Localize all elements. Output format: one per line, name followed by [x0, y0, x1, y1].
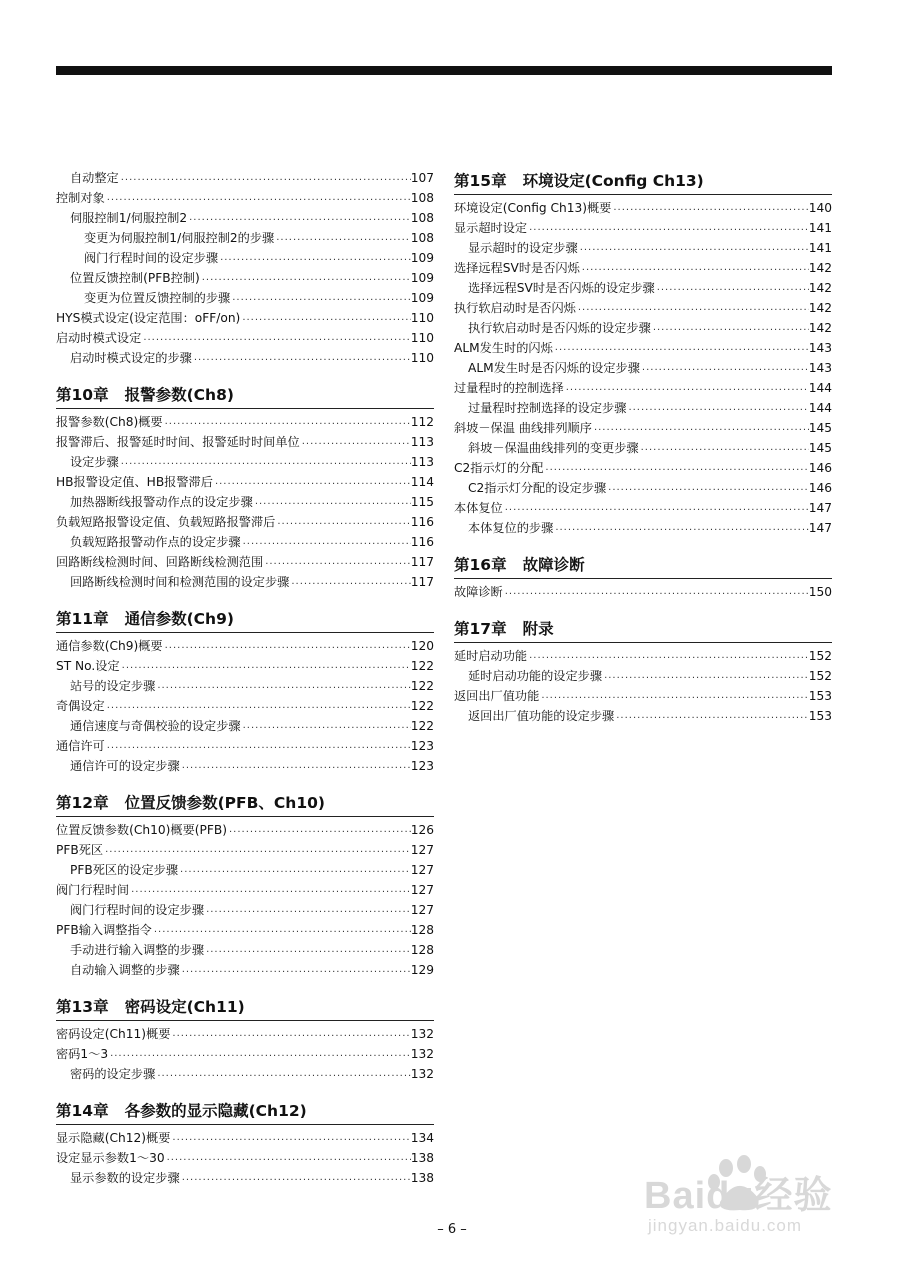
- chapter-heading: [56, 606, 434, 633]
- toc-entry[interactable]: [56, 820, 434, 840]
- entry-title: 设定显示参数1～30: [56, 1151, 165, 1165]
- dot-leader: [553, 518, 808, 538]
- toc-entry[interactable]: [454, 478, 832, 498]
- toc-entry[interactable]: [454, 518, 832, 538]
- entry-page-number: 122: [410, 699, 434, 713]
- toc-column-left: [56, 168, 434, 1198]
- dot-leader: [639, 438, 809, 458]
- entry-page-number: 120: [410, 639, 434, 653]
- dot-leader: [592, 418, 809, 438]
- toc-entry[interactable]: [56, 492, 434, 512]
- toc-entry[interactable]: [454, 298, 832, 318]
- entry-page-number: 132: [410, 1047, 434, 1061]
- entry-page-number: 107: [410, 171, 434, 185]
- chapter-heading: [56, 382, 434, 409]
- dot-leader: [200, 268, 411, 288]
- chapter-heading: [454, 552, 832, 579]
- entry-title: PFB死区: [56, 843, 104, 857]
- toc-entry[interactable]: [56, 960, 434, 980]
- entry-title: 本体复位: [454, 501, 503, 515]
- toc-entry[interactable]: [454, 646, 832, 666]
- dot-leader: [527, 646, 809, 666]
- toc-entry[interactable]: [56, 1128, 434, 1148]
- dot-leader: [578, 238, 809, 258]
- chapter-number: 第13章: [56, 998, 109, 1016]
- toc-entry[interactable]: [56, 696, 434, 716]
- entry-page-number: 138: [410, 1171, 434, 1185]
- entry-page-number: 144: [808, 401, 832, 415]
- entry-page-number: 113: [410, 435, 434, 449]
- entry-title: 回路断线检测时间和检测范围的设定步骤: [70, 575, 290, 589]
- entry-page-number: 114: [410, 475, 434, 489]
- toc-entry[interactable]: [454, 666, 832, 686]
- entry-page-number: 145: [808, 441, 832, 455]
- chapter-title: 环境设定(Config Ch13): [522, 172, 704, 190]
- entry-page-number: 117: [410, 575, 434, 589]
- entry-title: 手动进行输入调整的步骤: [70, 943, 205, 957]
- toc-entry[interactable]: [56, 1044, 434, 1064]
- entry-page-number: 112: [410, 415, 434, 429]
- entry-page-number: 150: [808, 585, 832, 599]
- dot-leader: [155, 676, 410, 696]
- dot-leader: [602, 666, 809, 686]
- entry-title: 密码设定(Ch11)概要: [56, 1027, 171, 1041]
- toc-entry[interactable]: [56, 756, 434, 776]
- entry-title: 奇偶设定: [56, 699, 105, 713]
- toc-entry[interactable]: [454, 238, 832, 258]
- toc-entry[interactable]: [454, 686, 832, 706]
- dot-leader: [580, 258, 809, 278]
- entry-title: 显示超时设定: [454, 221, 528, 235]
- toc-entry[interactable]: [454, 378, 832, 398]
- toc-chapter: [56, 606, 434, 776]
- entry-title: 返回出厂值功能的设定步骤: [468, 709, 615, 723]
- chapter-title: 附录: [522, 620, 554, 638]
- entry-page-number: 128: [410, 943, 434, 957]
- dot-leader: [503, 498, 809, 518]
- dot-leader: [274, 228, 410, 248]
- dot-leader: [275, 512, 410, 532]
- entry-title: 控制对象: [56, 191, 105, 205]
- toc-entry[interactable]: [56, 1148, 434, 1168]
- toc-entry[interactable]: [454, 258, 832, 278]
- dot-leader: [241, 532, 411, 552]
- dot-leader: [105, 696, 411, 716]
- toc-entry[interactable]: [56, 736, 434, 756]
- toc-entry[interactable]: [56, 532, 434, 552]
- entry-page-number: 122: [410, 659, 434, 673]
- dot-leader: [539, 686, 808, 706]
- entry-page-number: 110: [410, 331, 434, 345]
- dot-leader: [606, 478, 809, 498]
- dot-leader: [129, 880, 411, 900]
- entry-page-number: 132: [410, 1067, 434, 1081]
- dot-leader: [165, 1148, 411, 1168]
- chapter-heading: [454, 168, 832, 195]
- entry-title: 通信许可: [56, 739, 105, 753]
- dot-leader: [170, 1128, 410, 1148]
- toc-entry[interactable]: [56, 268, 434, 288]
- entry-page-number: 153: [808, 709, 832, 723]
- entry-title: 伺服控制1/伺服控制2: [70, 211, 188, 225]
- toc-entry[interactable]: [56, 656, 434, 676]
- toc-chapter: [56, 1098, 434, 1188]
- entry-page-number: 134: [410, 1131, 434, 1145]
- toc-entry[interactable]: [454, 318, 832, 338]
- toc-entry[interactable]: [56, 1168, 434, 1188]
- dot-leader: [141, 328, 410, 348]
- entry-title: 密码1～3: [56, 1047, 109, 1061]
- toc-entry[interactable]: [56, 552, 434, 572]
- chapter-number: 第15章: [454, 172, 507, 190]
- entry-title: 回路断线检测时间、回路断线检测范围: [56, 555, 264, 569]
- entry-title: 显示隐藏(Ch12)概要: [56, 1131, 171, 1145]
- entry-title: 通信速度与奇偶校验的设定步骤: [70, 719, 241, 733]
- entry-title: 通信许可的设定步骤: [70, 759, 180, 773]
- entry-title: HYS模式设定(设定范围：oFF/on): [56, 311, 241, 325]
- entry-title: 显示超时的设定步骤: [468, 241, 578, 255]
- entry-title: 启动时模式设定的步骤: [70, 351, 192, 365]
- entry-page-number: 116: [410, 535, 434, 549]
- toc-entry[interactable]: [454, 278, 832, 298]
- dot-leader: [253, 492, 411, 512]
- dot-leader: [180, 1168, 411, 1188]
- entry-page-number: 117: [410, 555, 434, 569]
- dot-leader: [105, 188, 411, 208]
- dot-leader: [289, 572, 410, 592]
- entry-page-number: 109: [410, 291, 434, 305]
- toc-entry[interactable]: [56, 412, 434, 432]
- toc-entry[interactable]: [56, 1024, 434, 1044]
- entry-page-number: 140: [808, 201, 832, 215]
- toc-entry[interactable]: [56, 900, 434, 920]
- toc-entry[interactable]: [56, 432, 434, 452]
- toc-entry[interactable]: [56, 840, 434, 860]
- toc-entry[interactable]: [454, 358, 832, 378]
- toc-entry[interactable]: [56, 940, 434, 960]
- entry-title: 执行软启动时是否闪烁的设定步骤: [468, 321, 651, 335]
- toc-entry[interactable]: [454, 198, 832, 218]
- chapter-heading: [56, 790, 434, 817]
- dot-leader: [241, 716, 411, 736]
- entry-page-number: 143: [808, 361, 832, 375]
- entry-title: 通信参数(Ch9)概要: [56, 639, 163, 653]
- toc-entry[interactable]: [56, 512, 434, 532]
- entry-title: ALM发生时的闪烁: [454, 341, 553, 355]
- entry-page-number: 129: [410, 963, 434, 977]
- dot-leader: [227, 820, 411, 840]
- entry-title: 环境设定(Config Ch13)概要: [454, 201, 612, 215]
- dot-leader: [614, 706, 808, 726]
- entry-page-number: 127: [410, 903, 434, 917]
- toc-entry[interactable]: [56, 920, 434, 940]
- entry-page-number: 110: [410, 351, 434, 365]
- toc-entry[interactable]: [56, 308, 434, 328]
- chapter-number: 第17章: [454, 620, 507, 638]
- entry-page-number: 126: [410, 823, 434, 837]
- entry-title: 变更为位置反馈控制的步骤: [84, 291, 231, 305]
- toc-entry[interactable]: [56, 716, 434, 736]
- entry-title: PFB死区的设定步骤: [70, 863, 179, 877]
- chapter-heading: [56, 1098, 434, 1125]
- toc-entry[interactable]: [56, 452, 434, 472]
- entry-page-number: 146: [808, 461, 832, 475]
- entry-page-number: 109: [410, 271, 434, 285]
- toc-entry[interactable]: [56, 288, 434, 308]
- toc-entry[interactable]: [56, 168, 434, 188]
- toc-entry[interactable]: [454, 458, 832, 478]
- toc-entry[interactable]: [56, 1064, 434, 1084]
- chapter-title: 各参数的显示隐藏(Ch12): [124, 1102, 307, 1120]
- entry-page-number: 108: [410, 231, 434, 245]
- dot-leader: [192, 348, 411, 368]
- entry-title: 延时启动功能的设定步骤: [468, 669, 603, 683]
- chapter-number: 第16章: [454, 556, 507, 574]
- entry-page-number: 128: [410, 923, 434, 937]
- toc-column-right: [454, 168, 832, 736]
- entry-title: 自动整定: [70, 171, 119, 185]
- entry-title: 斜坡－保温 曲线排列顺序: [454, 421, 592, 435]
- entry-page-number: 138: [410, 1151, 434, 1165]
- dot-leader: [105, 736, 411, 756]
- chapter-title: 故障诊断: [522, 556, 585, 574]
- dot-leader: [155, 1064, 410, 1084]
- toc-chapter: [454, 552, 832, 602]
- toc-entry[interactable]: [454, 582, 832, 602]
- chapter-number: 第11章: [56, 610, 109, 628]
- entry-page-number: 144: [808, 381, 832, 395]
- chapter-number: 第14章: [56, 1102, 109, 1120]
- entry-page-number: 110: [410, 311, 434, 325]
- chapter-heading: [454, 616, 832, 643]
- entry-title: 启动时模式设定: [56, 331, 142, 345]
- dot-leader: [213, 472, 411, 492]
- dot-leader: [108, 1044, 411, 1064]
- dot-leader: [103, 840, 411, 860]
- chapter-title: 位置反馈参数(PFB、Ch10): [124, 794, 325, 812]
- chapter-number: 第12章: [56, 794, 109, 812]
- dot-leader: [204, 940, 411, 960]
- header-rule: [56, 66, 832, 75]
- dot-leader: [651, 318, 809, 338]
- toc-entry[interactable]: [56, 188, 434, 208]
- toc-chapter: [56, 168, 434, 368]
- entry-title: 选择远程SV时是否闪烁的设定步骤: [468, 281, 655, 295]
- entry-page-number: 142: [808, 321, 832, 335]
- dot-leader: [119, 168, 411, 188]
- entry-title: ALM发生时是否闪烁的设定步骤: [468, 361, 640, 375]
- entry-title: PFB输入调整指令: [56, 923, 152, 937]
- toc-entry[interactable]: [56, 572, 434, 592]
- entry-title: C2指示灯的分配: [454, 461, 544, 475]
- entry-title: 负载短路报警设定值、负载短路报警滞后: [56, 515, 276, 529]
- dot-leader: [170, 1024, 410, 1044]
- entry-page-number: 147: [808, 521, 832, 535]
- dot-leader: [240, 308, 410, 328]
- toc-chapter: [56, 994, 434, 1084]
- toc-entry[interactable]: [56, 860, 434, 880]
- dot-leader: [640, 358, 809, 378]
- toc-entry[interactable]: [454, 218, 832, 238]
- entry-title: 选择远程SV时是否闪烁: [454, 261, 580, 275]
- entry-page-number: 152: [808, 669, 832, 683]
- dot-leader: [230, 288, 410, 308]
- chapter-title: 报警参数(Ch8): [124, 386, 234, 404]
- entry-page-number: 109: [410, 251, 434, 265]
- entry-title: 返回出厂值功能: [454, 689, 540, 703]
- dot-leader: [163, 412, 411, 432]
- entry-page-number: 113: [410, 455, 434, 469]
- toc-entry[interactable]: [454, 338, 832, 358]
- toc-chapter: [454, 616, 832, 726]
- entry-title: 变更为伺服控制1/伺服控制2的步骤: [84, 231, 275, 245]
- chapter-title: 密码设定(Ch11): [124, 998, 245, 1016]
- page-number: – 6 –: [437, 1222, 467, 1237]
- entry-page-number: 122: [410, 679, 434, 693]
- dot-leader: [564, 378, 809, 398]
- dot-leader: [187, 208, 411, 228]
- toc-chapter: [56, 790, 434, 980]
- dot-leader: [218, 248, 411, 268]
- entry-title: 负载短路报警动作点的设定步骤: [70, 535, 241, 549]
- entry-page-number: 141: [808, 221, 832, 235]
- entry-title: 自动输入调整的步骤: [70, 963, 180, 977]
- entry-page-number: 122: [410, 719, 434, 733]
- entry-title: 设定步骤: [70, 455, 119, 469]
- chapter-number: 第10章: [56, 386, 109, 404]
- toc-entry[interactable]: [56, 228, 434, 248]
- entry-title: 报警参数(Ch8)概要: [56, 415, 163, 429]
- toc-entry[interactable]: [454, 438, 832, 458]
- entry-page-number: 127: [410, 863, 434, 877]
- entry-page-number: 123: [410, 759, 434, 773]
- entry-title: 执行软启动时是否闪烁: [454, 301, 576, 315]
- watermark-url: jingyan.baidu.com: [648, 1216, 803, 1235]
- entry-page-number: 141: [808, 241, 832, 255]
- toc-entry[interactable]: [56, 348, 434, 368]
- toc-chapter: [454, 168, 832, 538]
- dot-leader: [263, 552, 411, 572]
- entry-title: 位置反馈控制(PFB控制): [70, 271, 200, 285]
- chapter-title: 通信参数(Ch9): [124, 610, 234, 628]
- entry-page-number: 142: [808, 301, 832, 315]
- entry-title: 站号的设定步骤: [70, 679, 156, 693]
- dot-leader: [120, 656, 411, 676]
- dot-leader: [119, 452, 411, 472]
- entry-title: 过量程时控制选择的设定步骤: [468, 401, 627, 415]
- entry-page-number: 145: [808, 421, 832, 435]
- entry-page-number: 143: [808, 341, 832, 355]
- entry-title: 位置反馈参数(Ch10)概要(PFB): [56, 823, 227, 837]
- dot-leader: [163, 636, 411, 656]
- entry-page-number: 123: [410, 739, 434, 753]
- toc-entry[interactable]: [56, 328, 434, 348]
- dot-leader: [180, 756, 411, 776]
- entry-page-number: 116: [410, 515, 434, 529]
- toc-entry[interactable]: [454, 418, 832, 438]
- dot-leader: [626, 398, 808, 418]
- toc-entry[interactable]: [454, 398, 832, 418]
- entry-page-number: 146: [808, 481, 832, 495]
- entry-title: HB报警设定值、HB报警滞后: [56, 475, 213, 489]
- toc-entry[interactable]: [454, 498, 832, 518]
- entry-page-number: 147: [808, 501, 832, 515]
- entry-title: 阀门行程时间的设定步骤: [70, 903, 205, 917]
- entry-page-number: 108: [410, 191, 434, 205]
- toc-chapter: [56, 382, 434, 592]
- entry-title: 本体复位的步骤: [468, 521, 554, 535]
- entry-page-number: 142: [808, 281, 832, 295]
- dot-leader: [503, 582, 809, 602]
- entry-title: 密码的设定步骤: [70, 1067, 156, 1081]
- toc-entry[interactable]: [56, 636, 434, 656]
- dot-leader: [543, 458, 808, 478]
- toc-entry[interactable]: [454, 706, 832, 726]
- dot-leader: [611, 198, 808, 218]
- dot-leader: [180, 960, 411, 980]
- toc-entry[interactable]: [56, 880, 434, 900]
- toc-entry[interactable]: [56, 208, 434, 228]
- entry-title: 过量程时的控制选择: [454, 381, 564, 395]
- toc-entry[interactable]: [56, 248, 434, 268]
- entry-title: 加热器断线报警动作点的设定步骤: [70, 495, 253, 509]
- entry-title: 阀门行程时间: [56, 883, 130, 897]
- entry-page-number: 127: [410, 883, 434, 897]
- entry-title: 斜坡－保温曲线排列的变更步骤: [468, 441, 639, 455]
- toc-entry[interactable]: [56, 676, 434, 696]
- chapter-heading: [56, 994, 434, 1021]
- entry-title: 阀门行程时间的设定步骤: [84, 251, 219, 265]
- entry-page-number: 115: [410, 495, 434, 509]
- dot-leader: [152, 920, 411, 940]
- dot-leader: [655, 278, 809, 298]
- dot-leader: [204, 900, 411, 920]
- entry-title: 延时启动功能: [454, 649, 528, 663]
- dot-leader: [178, 860, 411, 880]
- entry-page-number: 108: [410, 211, 434, 225]
- entry-page-number: 153: [808, 689, 832, 703]
- toc-entry[interactable]: [56, 472, 434, 492]
- entry-title: 显示参数的设定步骤: [70, 1171, 180, 1185]
- entry-title: 故障诊断: [454, 585, 503, 599]
- dot-leader: [553, 338, 809, 358]
- dot-leader: [576, 298, 809, 318]
- dot-leader: [300, 432, 411, 452]
- entry-page-number: 152: [808, 649, 832, 663]
- entry-title: ST No.设定: [56, 659, 120, 673]
- baidu-jingyan-watermark: [622, 1146, 862, 1246]
- dot-leader: [527, 218, 809, 238]
- entry-title: C2指示灯分配的设定步骤: [468, 481, 607, 495]
- entry-page-number: 127: [410, 843, 434, 857]
- entry-page-number: 132: [410, 1027, 434, 1041]
- entry-title: 报警滞后、报警延时时间、报警延时时间单位: [56, 435, 300, 449]
- watermark-brand: Baidu经验: [644, 1175, 833, 1217]
- entry-page-number: 142: [808, 261, 832, 275]
